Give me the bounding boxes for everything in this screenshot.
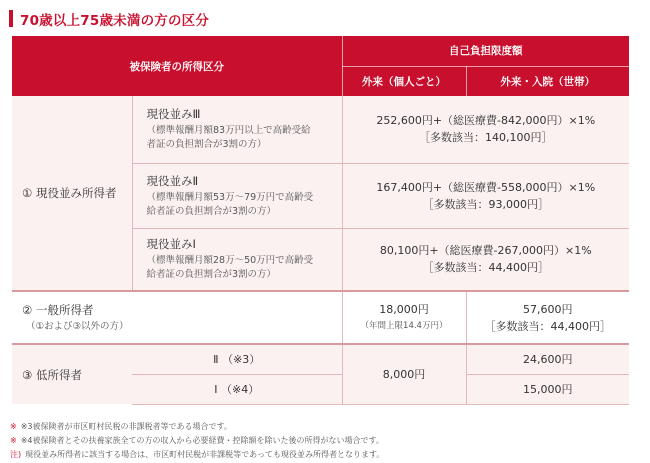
row-category — [132, 228, 342, 291]
row-category — [132, 163, 342, 228]
group-label-low-income: ③ 低所得者 — [12, 344, 132, 404]
footnote: 注) 現役並み所得者に該当する場合は、市区町村民税が非課税等であっても現役並み所得者となります。 — [10, 450, 385, 459]
header-copayment-limit: 自己負担限度額 — [342, 36, 629, 66]
row-category — [132, 96, 342, 163]
general-individual-limit: 18,000円 （年間上限14.4万円） — [342, 291, 466, 344]
category-note: （標準報酬月額53万〜79万円で高齢受 給者証の負担割合が3割の方） — [146, 191, 314, 217]
low-income-category: Ⅱ （※3） — [132, 344, 342, 374]
limit-value: 167,400円+（総医療費-558,000円）×1% ［多数該当：93,000円］ — [342, 163, 629, 228]
footnote: ※ ※4被保険者とその扶養家族全ての方の収入から必要経費・控除額を除いた後の所得がない場合です。 — [10, 436, 384, 445]
footnotes — [10, 420, 384, 462]
section-heading — [9, 10, 209, 27]
heading-accent-bar — [9, 10, 13, 27]
category-name: 現役並みⅠ — [146, 237, 196, 252]
low-income-household-limit: 15,000円 — [466, 374, 629, 404]
category-note: （標準報酬月額28万〜50万円で高齢受 給者証の負担割合が3割の方） — [146, 255, 314, 281]
category-name: 現役並みⅡ — [146, 173, 199, 188]
group-label-general: ② 一般所得者 （①および③以外の方） — [12, 291, 342, 344]
low-income-category: Ⅰ （※4） — [132, 374, 342, 404]
copayment-limit-table — [12, 36, 629, 405]
header-outpatient-inpatient-household: 外来・入院（世帯） — [466, 66, 629, 96]
low-income-individual-limit: 8,000円 — [342, 344, 466, 404]
header-income-category: 被保険者の所得区分 — [12, 36, 342, 96]
table-row — [12, 344, 629, 374]
table-row — [12, 96, 629, 163]
limit-value: 252,600円+（総医療費-842,000円）×1% ［多数該当：140,100円］ — [342, 96, 629, 163]
category-note: （標準報酬月額83万円以上で高齢受給 者証の負担割合が3割の方） — [146, 125, 311, 151]
page-title: 70歳以上75歳未満の方の区分 — [20, 12, 210, 29]
limit-value: 80,100円+（総医療費-267,000円）×1% ［多数該当：44,400円］ — [342, 228, 629, 291]
category-name: 現役並みⅢ — [146, 107, 201, 122]
low-income-household-limit: 24,600円 — [466, 344, 629, 374]
header-outpatient-individual: 外来（個人ごと） — [342, 66, 466, 96]
group-label-active-income: ① 現役並み所得者 — [12, 96, 132, 291]
footnote: ※ ※3被保険者が市区町村民税の非課税者等である場合です。 — [10, 422, 232, 431]
general-household-limit: 57,600円 ［多数該当：44,400円］ — [466, 291, 629, 344]
table-row — [12, 291, 629, 344]
